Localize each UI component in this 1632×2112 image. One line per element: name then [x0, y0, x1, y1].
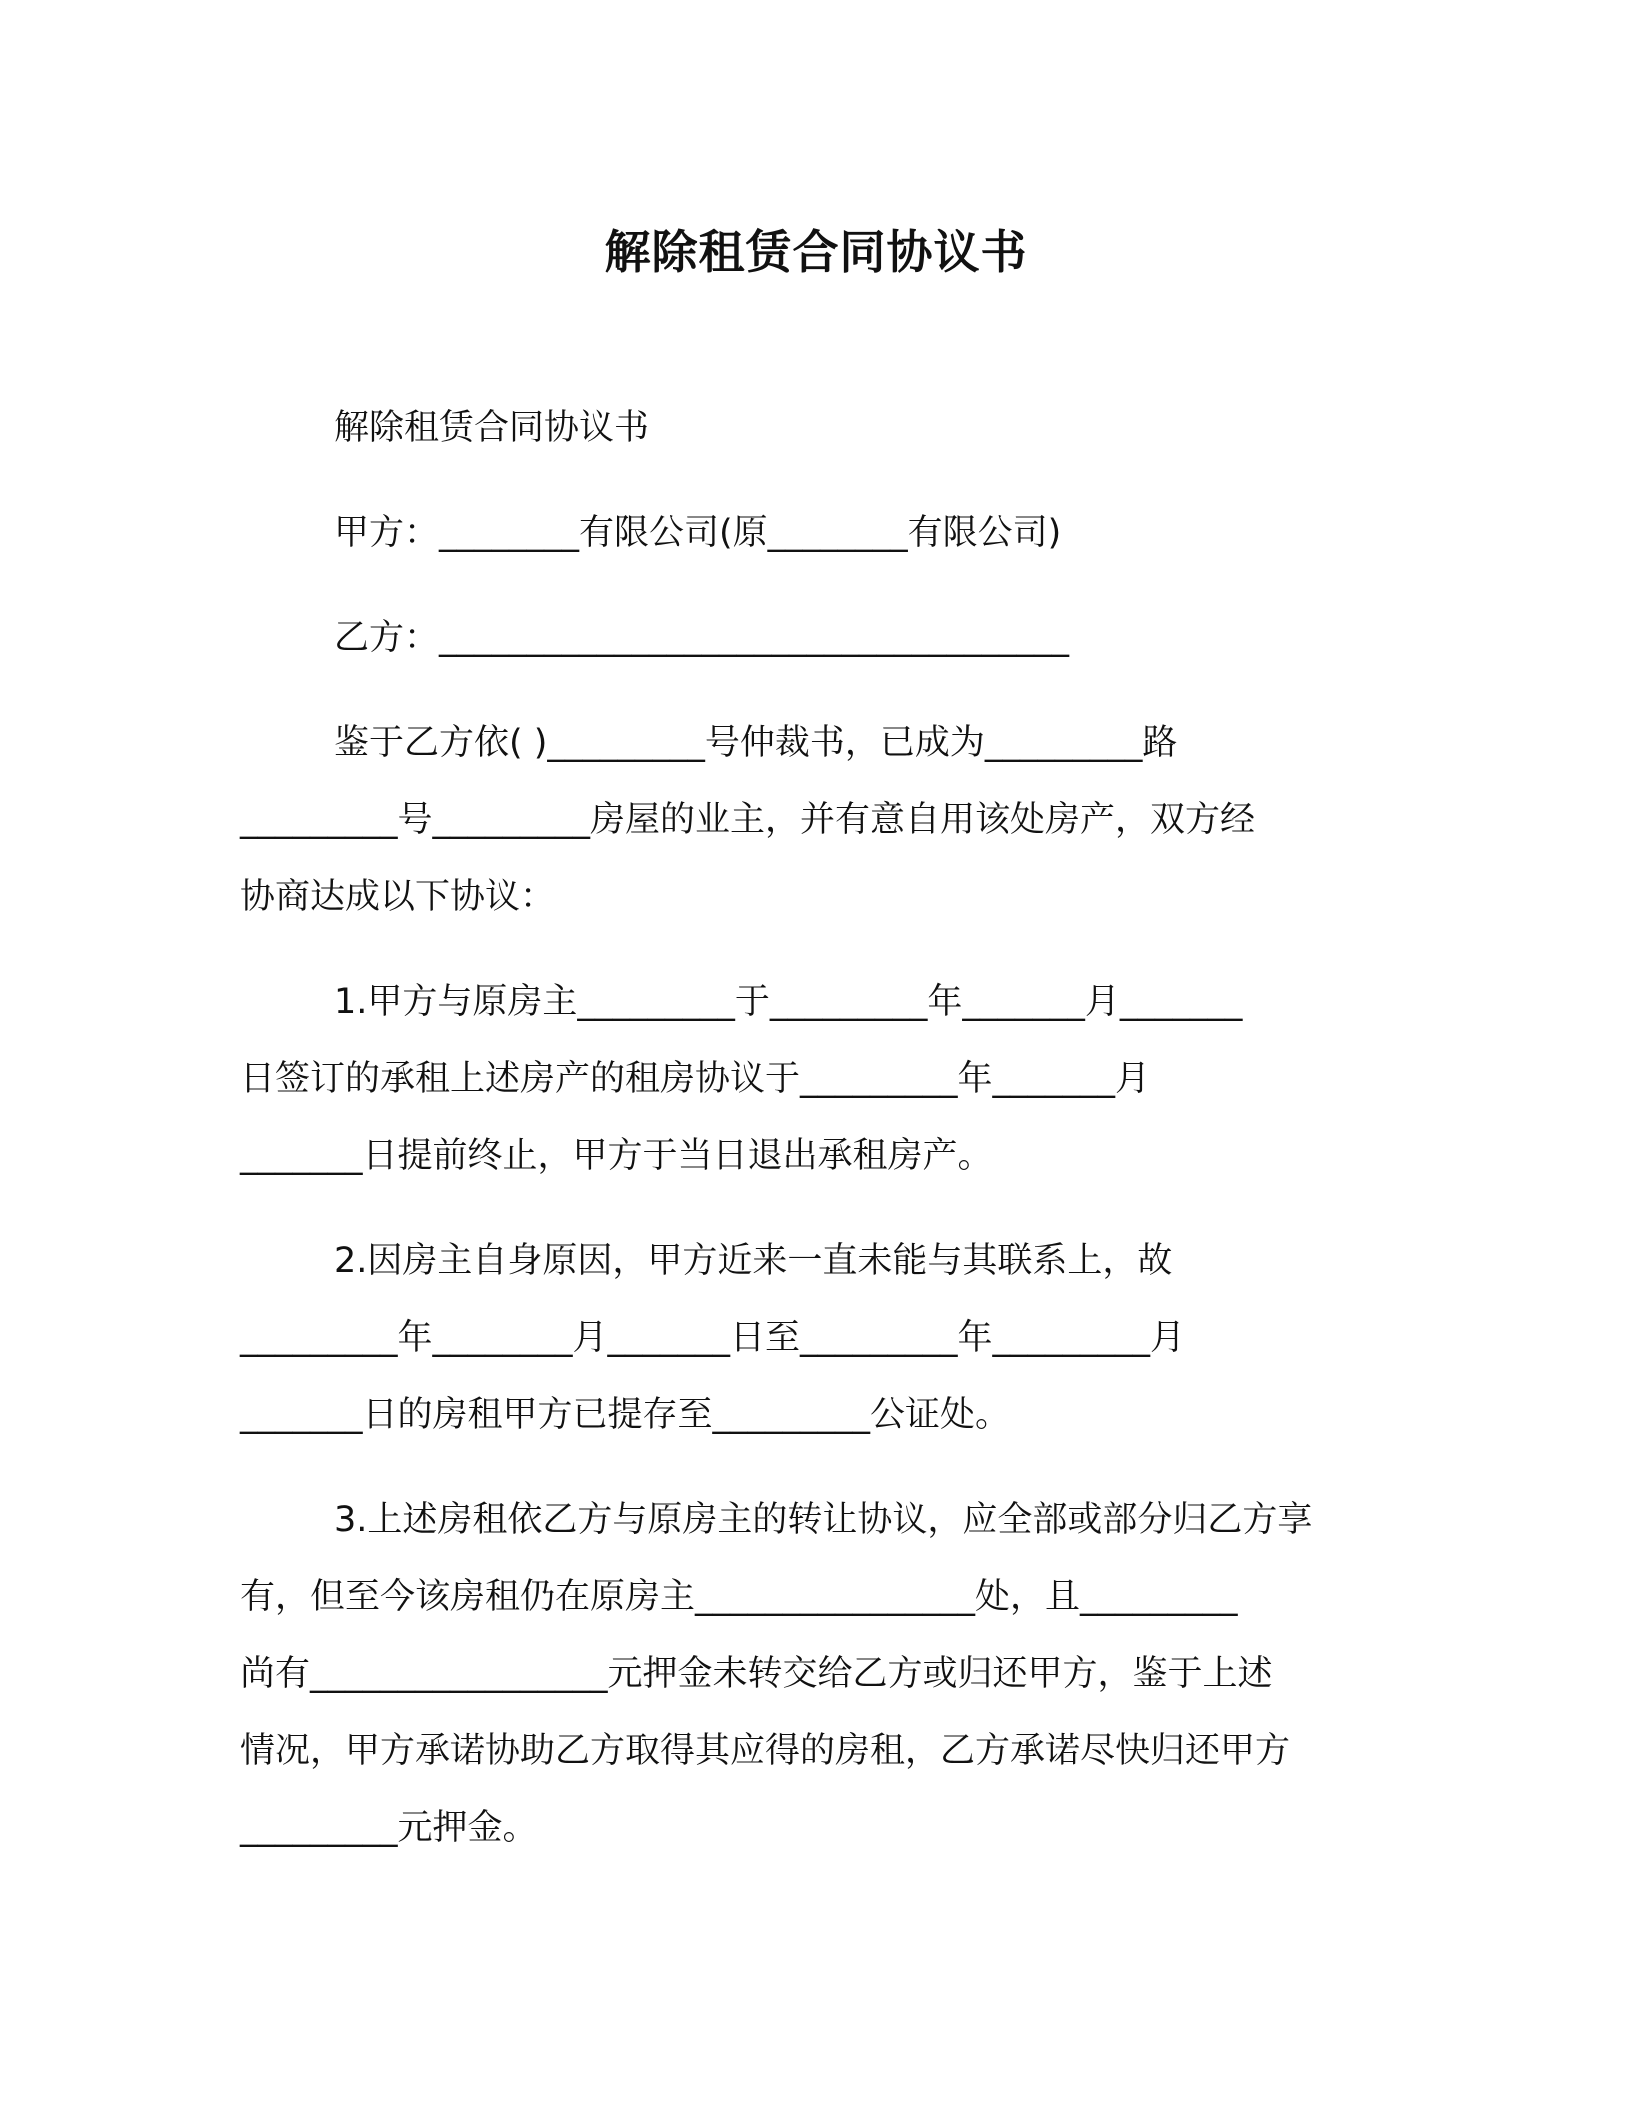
paragraph-line: 1.甲方与原房主_________于_________年_______月_______ — [334, 982, 1243, 1022]
paragraph-line: 日签订的承租上述房产的租房协议于_________年_______月 — [240, 1059, 1151, 1099]
paragraph-line: 3.上述房租依乙方与原房主的转让协议，应全部或部分归乙方享 — [334, 1500, 1313, 1540]
clause-2-paragraph — [240, 1223, 1372, 1454]
paragraph-line: 尚有_________________元押金未转交给乙方或归还甲方，鉴于上述 — [240, 1654, 1273, 1694]
document-title: 解除租赁合同协议书 — [604, 225, 1028, 279]
preamble-paragraph — [240, 705, 1372, 936]
party-b-line — [240, 600, 1372, 677]
clause-1-paragraph — [240, 964, 1372, 1195]
paragraph-line: 2.因房主自身原因，甲方近来一直未能与其联系上，故 — [334, 1241, 1173, 1281]
paragraph-line: _______日提前终止，甲方于当日退出承租房产。 — [240, 1136, 993, 1176]
paragraph-line: 解除租赁合同协议书 — [334, 408, 650, 448]
paragraph-line: _________号_________房屋的业主，并有意自用该处房产，双方经 — [240, 800, 1256, 840]
paragraph-line: 协商达成以下协议： — [240, 877, 556, 917]
paragraph-line: _________元押金。 — [240, 1808, 538, 1848]
paragraph-line: 有，但至今该房租仍在原房主________________处，且_________ — [240, 1577, 1238, 1617]
paragraph-line: _______日的房租甲方已提存至_________公证处。 — [240, 1395, 1011, 1435]
party-a-line — [240, 495, 1372, 572]
paragraph-line: 乙方：____________________________________ — [334, 618, 1070, 658]
clause-3-paragraph — [240, 1482, 1372, 1867]
document-body — [240, 390, 1372, 1867]
paragraph-line: 鉴于乙方依( )_________号仲裁书，已成为_________路 — [334, 723, 1178, 763]
paragraph-line: _________年________月_______日至_________年_________月 — [240, 1318, 1186, 1358]
paragraph-line: 甲方：________有限公司(原________有限公司) — [334, 513, 1062, 553]
paragraph-heading — [240, 390, 1372, 467]
paragraph-line: 情况，甲方承诺协助乙方取得其应得的房租，乙方承诺尽快归还甲方 — [240, 1731, 1291, 1771]
